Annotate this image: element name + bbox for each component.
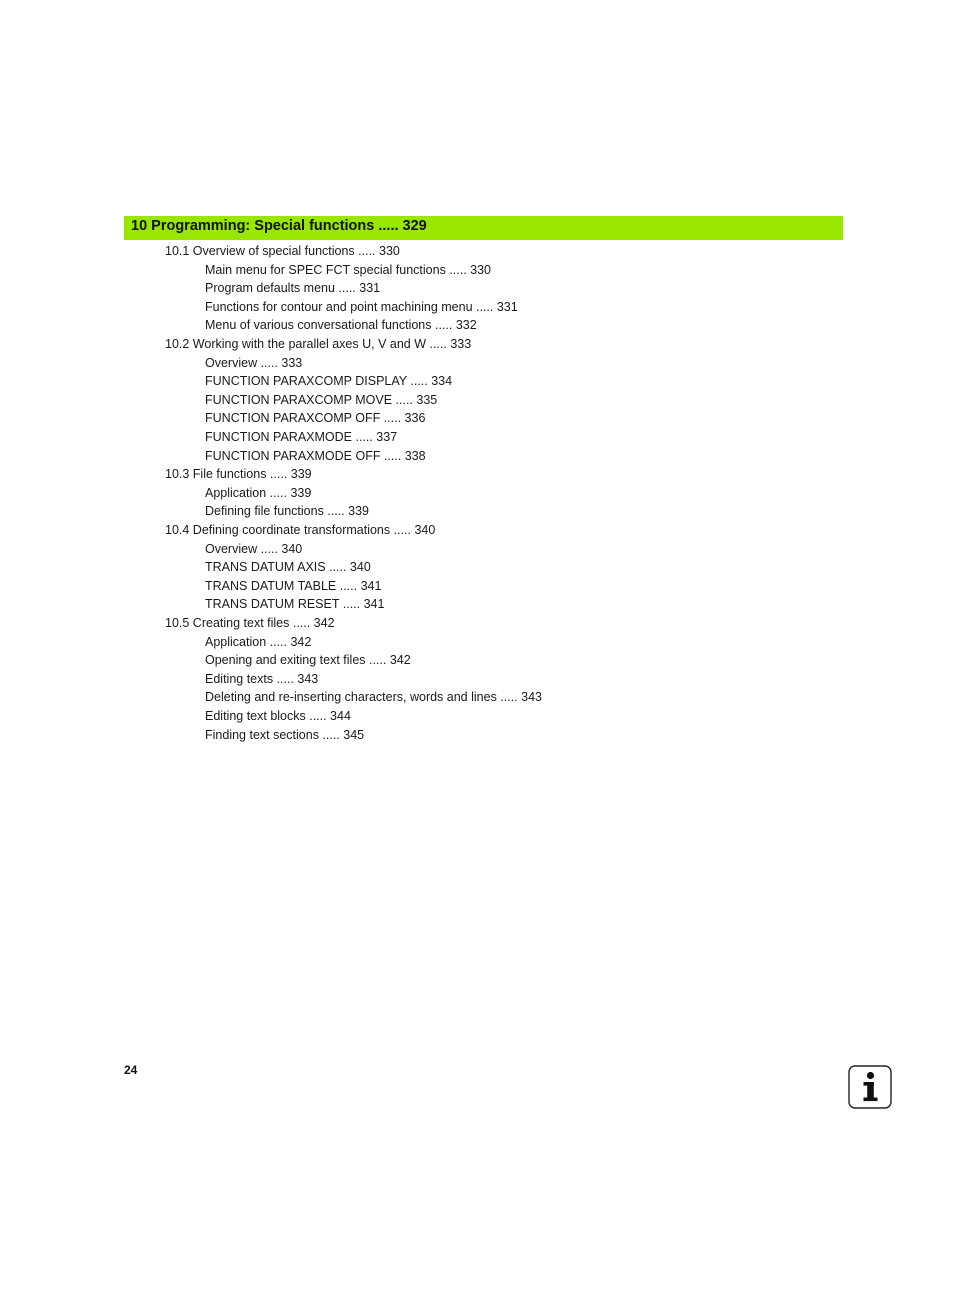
- toc-subsection-entry[interactable]: FUNCTION PARAXCOMP DISPLAY ..... 334: [205, 374, 453, 389]
- toc-subsection-entry[interactable]: Main menu for SPEC FCT special functions ..... 330: [205, 262, 492, 277]
- toc-subsection-entry[interactable]: Overview ..... 333: [205, 355, 303, 370]
- toc-section-entry[interactable]: 10.3 File functions ..... 339: [165, 467, 312, 482]
- toc-subsection-entry[interactable]: Editing text blocks ..... 344: [205, 709, 351, 723]
- chapter-title[interactable]: 10 Programming: Special functions ..... 329: [131, 218, 427, 234]
- toc-section-entry[interactable]: 10.1 Overview of special functions ..... 330: [165, 244, 400, 258]
- toc-section-entry[interactable]: 10.2 Working with the parallel axes U, V and W ..... 333: [165, 337, 472, 351]
- chapter-heading-bar: [124, 216, 843, 240]
- toc-subsection-entry[interactable]: Functions for contour and point machining menu ..... 331: [205, 299, 518, 314]
- toc-section-entry[interactable]: 10.4 Defining coordinate transformations ..... 340: [165, 523, 436, 537]
- toc-subsection-entry[interactable]: Defining file functions ..... 339: [205, 504, 369, 519]
- toc-subsection-entry[interactable]: FUNCTION PARAXCOMP OFF ..... 336: [205, 411, 426, 426]
- info-icon: [848, 1065, 892, 1109]
- toc-subsection-entry[interactable]: Editing texts ..... 343: [205, 671, 319, 686]
- toc-subsection-entry[interactable]: Overview ..... 340: [205, 541, 303, 556]
- toc-subsection-entry[interactable]: Finding text sections ..... 345: [205, 727, 365, 742]
- toc-subsection-entry[interactable]: FUNCTION PARAXMODE ..... 337: [205, 430, 398, 444]
- toc-subsection-entry[interactable]: Menu of various conversational functions ..... 332: [205, 318, 477, 333]
- toc-subsection-entry[interactable]: TRANS DATUM RESET ..... 341: [205, 597, 385, 612]
- toc-subsection-entry[interactable]: Application ..... 339: [205, 485, 312, 500]
- toc-subsection-entry[interactable]: TRANS DATUM AXIS ..... 340: [205, 560, 371, 575]
- toc-subsection-entry[interactable]: FUNCTION PARAXCOMP MOVE ..... 335: [205, 392, 438, 407]
- toc-subsection-entry[interactable]: Application ..... 342: [205, 634, 312, 649]
- toc-subsection-entry[interactable]: TRANS DATUM TABLE ..... 341: [205, 578, 382, 593]
- toc-subsection-entry[interactable]: Opening and exiting text files ..... 342: [205, 653, 411, 668]
- toc-subsection-entry[interactable]: FUNCTION PARAXMODE OFF ..... 338: [205, 448, 426, 463]
- toc-subsection-entry[interactable]: Deleting and re-inserting characters, words and lines ..... 343: [205, 690, 542, 705]
- toc-subsection-entry[interactable]: Program defaults menu ..... 331: [205, 281, 381, 296]
- page-number: 24: [124, 1063, 138, 1077]
- toc-section-entry[interactable]: 10.5 Creating text files ..... 342: [165, 616, 335, 630]
